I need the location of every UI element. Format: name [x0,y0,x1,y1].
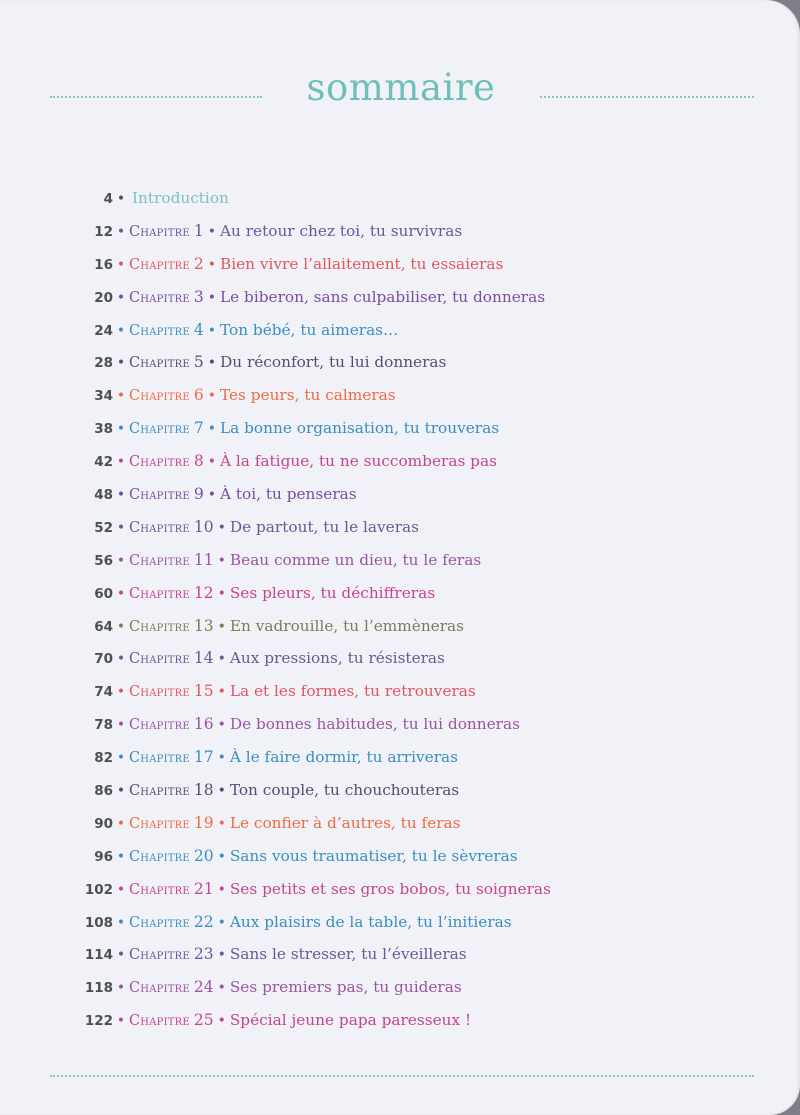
bullet-icon: • [217,848,226,865]
toc-chapter-heading [129,552,481,569]
toc-page-number: 102 [84,881,113,898]
bullet-icon: • [217,618,226,635]
toc-entry [0,346,800,379]
chapter-title: Aux plaisirs de la table, tu l’initieras [229,912,512,931]
bullet-icon: • [207,487,216,504]
bullet-icon: • [116,552,126,569]
toc-page-number: 74 [94,684,113,701]
toc-chapter-heading [129,815,461,832]
toc-chapter-heading [129,782,459,799]
bullet-icon: • [217,947,226,964]
toc-chapter-heading [129,979,462,996]
chapter-title: Sans le stresser, tu l’éveilleras [229,945,467,964]
chapter-number: 5 [193,353,204,372]
chapter-number: 23 [193,945,214,964]
bullet-icon: • [116,914,126,931]
chapter-word: Chapitre [129,651,190,668]
bullet-icon: • [116,651,126,668]
toc-page-number: 42 [94,454,113,471]
toc-chapter-heading [129,453,497,470]
chapter-word: Chapitre [129,1013,190,1030]
toc-entry [0,741,800,774]
chapter-title: Ses pleurs, tu déchiffreras [229,583,436,602]
chapter-word: Chapitre [129,256,190,273]
chapter-word: Chapitre [129,618,190,635]
toc-entry [0,248,800,281]
chapter-title: À toi, tu penseras [219,485,357,504]
chapter-title: Bien vivre l’allaitement, tu essaieras [219,254,504,273]
toc-page-number: 64 [94,618,113,635]
toc-entry [0,1004,800,1037]
chapter-number: 8 [193,452,204,471]
chapter-title: Ses premiers pas, tu guideras [229,978,462,997]
chapter-number: 25 [193,1011,214,1030]
chapter-title: Beau comme un dieu, tu le feras [229,550,482,569]
bullet-icon: • [217,552,226,569]
chapter-word: Chapitre [129,454,190,471]
toc-entry [0,577,800,610]
chapter-title: Ton couple, tu chouchouteras [229,781,460,800]
bullet-icon: • [207,289,216,306]
toc-page-number: 96 [94,848,113,865]
toc-chapter-heading [129,749,458,766]
toc-chapter-heading [129,1012,471,1029]
bullet-icon: • [217,815,226,832]
chapter-number: 20 [193,846,214,865]
chapter-word: Chapitre [129,289,190,306]
chapter-title: Du réconfort, tu lui donneras [219,353,447,372]
toc-entry [0,314,800,347]
bullet-icon: • [116,881,126,898]
bullet-icon: • [116,355,126,372]
bullet-icon: • [217,1013,226,1030]
chapter-number: 3 [193,287,204,306]
chapter-word: Chapitre [129,552,190,569]
toc-page-number: 108 [84,914,113,931]
bullet-icon: • [207,388,216,405]
toc-entry [0,873,800,906]
toc-entry [0,610,800,643]
chapter-word: Chapitre [129,750,190,767]
chapter-word: Chapitre [129,848,190,865]
bullet-icon: • [217,881,226,898]
chapter-title: Ton bébé, tu aimeras… [219,320,399,339]
toc-chapter-heading [129,354,446,371]
bullet-icon: • [217,651,226,668]
bullet-icon: • [217,519,226,536]
chapter-number: 24 [193,978,214,997]
dotted-divider-right [540,96,754,98]
toc-entry [0,906,800,939]
chapter-word: Chapitre [129,487,190,504]
bullet-icon: • [116,585,126,602]
toc-introduction-label: Introduction [132,189,229,207]
chapter-title: De bonnes habitudes, tu lui donneras [229,715,520,734]
toc-entry [0,412,800,445]
bullet-icon: • [116,223,126,240]
chapter-title: De partout, tu le laveras [229,517,419,536]
toc-chapter-heading [129,289,545,306]
toc-entry [0,675,800,708]
bullet-icon: • [116,848,126,865]
toc-entry [0,807,800,840]
toc-page-number: 4 [103,191,113,207]
bullet-icon: • [116,618,126,635]
chapter-title: À le faire dormir, tu arriveras [229,748,458,767]
bullet-icon: • [207,421,216,438]
toc-page-number: 70 [94,651,113,668]
chapter-word: Chapitre [129,388,190,405]
chapter-number: 6 [193,386,204,405]
toc-entry [0,971,800,1004]
bullet-icon: • [217,750,226,767]
toc-page-number: 82 [94,750,113,767]
chapter-number: 11 [193,550,214,569]
toc-page-number: 52 [94,519,113,536]
chapter-word: Chapitre [129,322,190,339]
toc-chapter-heading [129,256,503,273]
toc-entry [0,478,800,511]
chapter-title: Tes peurs, tu calmeras [219,386,396,405]
toc-page-number: 24 [94,322,113,339]
toc-entry [0,215,800,248]
chapter-number: 9 [193,485,204,504]
chapter-title: Spécial jeune papa paresseux ! [229,1011,472,1030]
toc-entry [0,445,800,478]
chapter-number: 13 [193,616,214,635]
toc-entry [0,840,800,873]
toc-entry [0,544,800,577]
chapter-number: 12 [193,583,214,602]
bullet-icon: • [217,684,226,701]
toc-chapter-heading [129,683,476,700]
bullet-icon: • [116,289,126,306]
chapter-number: 15 [193,682,214,701]
toc-chapter-heading [129,420,499,437]
bullet-icon: • [116,717,126,734]
toc-chapter-heading [129,881,551,898]
chapter-word: Chapitre [129,585,190,602]
chapter-title: Au retour chez toi, tu survivras [219,221,463,240]
toc-page-number: 78 [94,717,113,734]
chapter-title: À la fatigue, tu ne succomberas pas [219,452,497,471]
chapter-word: Chapitre [129,914,190,931]
bullet-icon: • [116,750,126,767]
chapter-number: 7 [193,419,204,438]
chapter-number: 21 [193,879,214,898]
toc-page-number: 114 [84,947,113,964]
toc-page-number: 28 [94,355,113,372]
chapter-number: 2 [193,254,204,273]
chapter-title: Le biberon, sans culpabiliser, tu donneras [219,287,546,306]
dotted-divider-bottom [50,1075,754,1077]
toc-page-number: 122 [84,1013,113,1030]
toc-entry [0,511,800,544]
chapter-title: La et les formes, tu retrouveras [229,682,476,701]
toc-chapter-heading [129,716,520,733]
chapter-title: En vadrouille, tu l’emmèneras [229,616,465,635]
dotted-divider-left [50,96,262,98]
toc-chapter-heading [129,650,445,667]
chapter-word: Chapitre [129,947,190,964]
page-title: sommaire [306,66,496,109]
toc-page-number: 90 [94,815,113,832]
chapter-number: 17 [193,748,214,767]
toc-chapter-heading [129,519,419,536]
chapter-title: La bonne organisation, tu trouveras [219,419,500,438]
bullet-icon: • [116,487,126,504]
toc-chapter-heading [129,618,464,635]
chapter-word: Chapitre [129,717,190,734]
chapter-title: Aux pressions, tu résisteras [229,649,445,668]
bullet-icon: • [116,421,126,438]
chapter-word: Chapitre [129,421,190,438]
toc-entry [0,774,800,807]
toc-page-number: 60 [94,585,113,602]
toc-page-number: 34 [94,388,113,405]
bullet-icon: • [207,454,216,471]
bullet-icon: • [207,355,216,372]
bullet-icon: • [217,585,226,602]
toc-chapter-heading [129,223,462,240]
chapter-word: Chapitre [129,980,190,997]
bullet-icon: • [116,519,126,536]
toc-chapter-heading [129,585,435,602]
toc-chapter-heading [129,946,467,963]
toc-chapter-heading [129,848,518,865]
toc-page-number: 48 [94,487,113,504]
bullet-icon: • [217,717,226,734]
toc-page-number: 38 [94,421,113,438]
toc-entry [0,379,800,412]
chapter-word: Chapitre [129,881,190,898]
toc-page-number: 118 [84,980,113,997]
toc-entry [0,642,800,675]
chapter-number: 4 [193,320,204,339]
bullet-icon: • [116,684,126,701]
toc-page-number: 86 [94,783,113,800]
bullet-icon: • [116,388,126,405]
toc-entry [0,708,800,741]
toc-page-number: 16 [94,256,113,273]
toc-chapter-heading [129,322,398,339]
chapter-title: Ses petits et ses gros bobos, tu soigneras [229,879,551,898]
chapter-title: Le confier à d’autres, tu feras [229,813,461,832]
chapter-word: Chapitre [129,684,190,701]
toc-chapter-heading [129,486,357,503]
chapter-word: Chapitre [129,223,190,240]
chapter-number: 16 [193,715,214,734]
toc-chapter-heading [129,387,396,404]
chapter-word: Chapitre [129,815,190,832]
chapter-title: Sans vous traumatiser, tu le sèvreras [229,846,518,865]
bullet-icon: • [217,914,226,931]
bullet-icon: • [116,1013,126,1030]
chapter-number: 10 [193,517,214,536]
bullet-icon: • [207,256,216,273]
page-header [0,66,800,126]
toc-page-number: 56 [94,552,113,569]
toc-chapter-heading [129,914,512,931]
bullet-icon: • [116,256,126,273]
chapter-number: 1 [193,221,204,240]
chapter-number: 18 [193,781,214,800]
toc-entry [0,938,800,971]
chapter-word: Chapitre [129,355,190,372]
bullet-icon: • [116,783,126,800]
bullet-icon: • [116,980,126,997]
bullet-icon: • [116,947,126,964]
toc-entry-introduction [0,182,800,215]
toc-page-number: 12 [94,223,113,240]
bullet-icon: • [207,223,216,240]
toc-page-number: 20 [94,289,113,306]
chapter-word: Chapitre [129,519,190,536]
chapter-number: 14 [193,649,214,668]
chapter-word: Chapitre [129,783,190,800]
bullet-icon: • [207,322,216,339]
chapter-number: 22 [193,912,214,931]
bullet-icon: • [116,191,126,207]
toc-entry [0,281,800,314]
bullet-icon: • [217,783,226,800]
bullet-icon: • [116,815,126,832]
bullet-icon: • [116,322,126,339]
bullet-icon: • [116,454,126,471]
table-of-contents [0,182,800,1037]
chapter-number: 19 [193,813,214,832]
bullet-icon: • [217,980,226,997]
